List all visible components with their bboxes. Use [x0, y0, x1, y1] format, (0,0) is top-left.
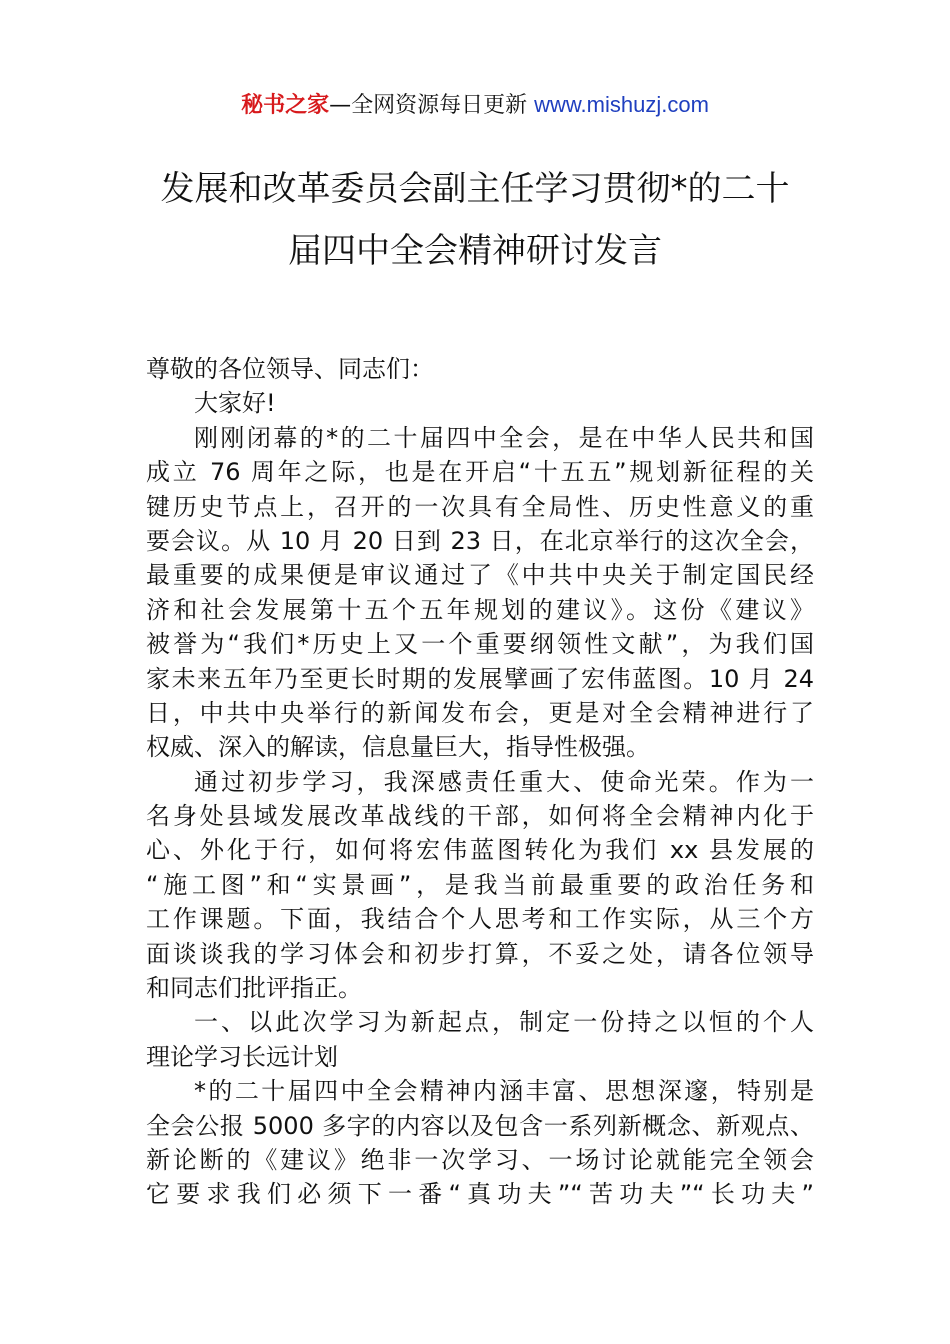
- para2-line: 心、外化于行，如何将宏伟蓝图转化为我们 xx 县发展的: [146, 836, 814, 865]
- para1-line: 刚刚闭幕的*的二十届四中全会，是在中华人民共和国: [194, 423, 814, 452]
- para2-line: 通过初步学习，我深感责任重大、使命光荣。作为一: [194, 767, 814, 796]
- para3-line: 它要求我们必须下一番“真功夫”“苦功夫”“长功夫”: [146, 1180, 814, 1209]
- para2-line: 面谈谈我的学习体会和初步打算，不妥之处，请各位领导: [146, 939, 814, 968]
- para3-line: 全会公报 5000 多字的内容以及包含一系列新概念、新观点、: [146, 1111, 814, 1140]
- para3-line: 新论断的《建议》绝非一次学习、一场讨论就能完全领会: [146, 1145, 814, 1174]
- para1-line: 最重要的成果便是审议通过了《中共中央关于制定国民经: [146, 561, 814, 590]
- para2-line: 名身处县域发展改革战线的干部，如何将全会精神内化于: [146, 802, 814, 831]
- site-header: [0, 88, 950, 123]
- site-brand: 秘书之家: [241, 93, 330, 118]
- para1-line: 成立 76 周年之际，也是在开启“十五五”规划新征程的关: [146, 458, 814, 487]
- para1-line: 被誉为“我们*历史上又一个重要纲领性文献”，为我们国: [146, 630, 814, 659]
- site-url-link[interactable]: www.mishuzj.com: [534, 92, 709, 117]
- section1-heading-line: 理论学习长远计划: [146, 1042, 338, 1071]
- para2-line: 工作课题。下面，我结合个人思考和工作实际，从三个方: [146, 905, 814, 934]
- para1-line: 权威、深入的解读，信息量巨大，指导性极强。: [146, 733, 650, 762]
- para2-line: “施工图”和“实景画”，是我当前最重要的政治任务和: [146, 870, 814, 899]
- para1-line: 日，中共中央举行的新闻发布会，更是对全会精神进行了: [146, 698, 814, 727]
- title-line-1: 发展和改革委员会副主任学习贯彻*的二十: [160, 169, 790, 209]
- salutation: 尊敬的各位领导、同志们：: [146, 355, 434, 383]
- para2-line: 和同志们批评指正。: [146, 974, 362, 1003]
- section1-heading-line: 一、以此次学习为新起点，制定一份持之以恒的个人: [194, 1008, 814, 1037]
- para1-line: 家未来五年乃至更长时期的发展擘画了宏伟蓝图。10 月 24: [146, 664, 814, 693]
- site-slogan: —全网资源每日更新: [329, 93, 528, 118]
- title-line-2: 届四中全会精神研讨发言: [288, 231, 662, 271]
- greeting: 大家好!: [194, 389, 276, 418]
- document-title: [100, 158, 850, 282]
- para1-line: 济和社会发展第十五个五年规划的建议》。这份《建议》: [146, 595, 814, 624]
- para3-line: *的二十届四中全会精神内涵丰富、思想深邃，特别是: [194, 1077, 814, 1106]
- para1-line: 键历史节点上，召开的一次具有全局性、历史性意义的重: [146, 492, 814, 521]
- para1-line: 要会议。从 10 月 20 日到 23 日，在北京举行的这次全会，: [146, 526, 814, 555]
- document-body: [146, 352, 814, 1212]
